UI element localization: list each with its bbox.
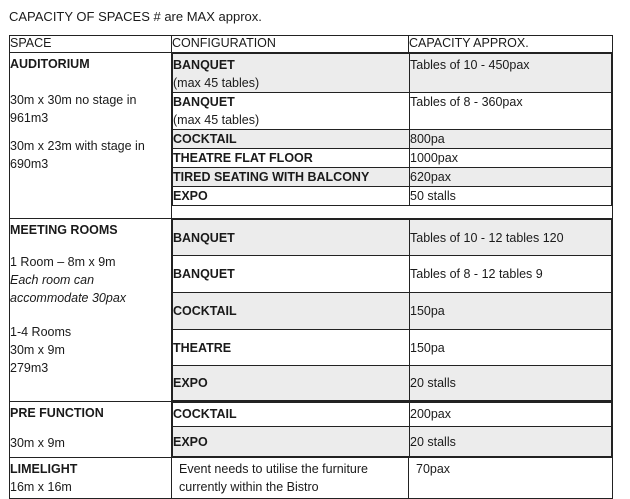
header-space: SPACE	[10, 36, 172, 53]
space-desc: 30m x 9m	[10, 436, 65, 450]
space-desc: 30m x 23m with stage in 690m3	[10, 139, 145, 171]
section-meeting-rooms	[10, 219, 613, 402]
capacity-cell: 150pa	[410, 293, 612, 330]
table-row	[173, 93, 612, 130]
capacity-cell: 800pa	[410, 130, 612, 149]
config-cell: TIRED SEATING WITH BALCONY	[173, 168, 410, 187]
meeting-configs	[172, 219, 613, 402]
table-row	[173, 403, 612, 427]
space-name: LIMELIGHT	[10, 462, 78, 476]
capacity-cell: Tables of 8 - 360pax	[410, 93, 612, 130]
capacity-cell: Tables of 10 - 12 tables 120	[410, 220, 612, 256]
space-name: AUDITORIUM	[10, 57, 90, 71]
config-cell: BANQUET (max 45 tables)	[173, 54, 410, 93]
capacity-cell: 20 stalls	[410, 427, 612, 457]
section-limelight	[10, 458, 613, 499]
capacity-cell: 620pax	[410, 168, 612, 187]
config-cell: Event needs to utilise the furniture currently within the Bistro	[172, 458, 409, 499]
capacity-cell: 200pax	[410, 403, 612, 427]
space-pre-function	[10, 402, 172, 458]
config-cell: COCKTAIL	[173, 293, 410, 330]
table-row	[173, 187, 612, 206]
space-desc: Each room can	[10, 273, 95, 287]
config-cell: COCKTAIL	[173, 403, 410, 427]
config-cell: THEATRE FLAT FLOOR	[173, 149, 410, 168]
space-limelight	[10, 458, 172, 499]
config-cell: BANQUET (max 45 tables)	[173, 93, 410, 130]
space-desc: 30m x 9m	[10, 343, 65, 357]
config-cell: EXPO	[173, 427, 410, 457]
section-pre-function	[10, 402, 613, 458]
config-cell: THEATRE	[173, 330, 410, 366]
space-desc: 30m x 30m no stage in 961m3	[10, 93, 137, 125]
section-auditorium	[10, 53, 613, 219]
capacity-cell: Tables of 10 - 450pax	[410, 54, 612, 93]
capacity-cell: 1000pax	[410, 149, 612, 168]
table-row	[173, 220, 612, 256]
table-row	[173, 54, 612, 93]
auditorium-configs	[172, 53, 613, 219]
capacity-cell: 150pa	[410, 330, 612, 366]
page-title: CAPACITY OF SPACES # are MAX approx.	[9, 9, 262, 24]
table-row	[173, 293, 612, 330]
space-desc: 1-4 Rooms	[10, 325, 72, 339]
capacity-cell: Tables of 8 - 12 tables 9	[410, 256, 612, 293]
pre-function-configs	[172, 402, 613, 458]
config-cell: COCKTAIL	[173, 130, 410, 149]
space-desc: 16m x 16m	[10, 480, 72, 494]
config-cell: BANQUET	[173, 256, 410, 293]
config-cell: EXPO	[173, 187, 410, 206]
table-row	[173, 366, 612, 401]
space-auditorium	[10, 53, 172, 219]
capacity-table	[9, 35, 613, 499]
header-capacity: CAPACITY APPROX.	[409, 36, 613, 53]
capacity-cell: 20 stalls	[410, 366, 612, 401]
table-row	[173, 427, 612, 457]
space-desc: accommodate 30pax	[10, 291, 127, 305]
table-row	[173, 330, 612, 366]
header-configuration: CONFIGURATION	[172, 36, 409, 53]
table-row	[173, 168, 612, 187]
space-meeting-rooms	[10, 219, 172, 402]
capacity-cell: 50 stalls	[410, 187, 612, 206]
space-name: MEETING ROOMS	[10, 223, 118, 237]
capacity-cell: 70pax	[409, 458, 613, 499]
config-cell: EXPO	[173, 366, 410, 401]
table-row	[173, 149, 612, 168]
header-row	[10, 36, 613, 53]
table-row	[173, 130, 612, 149]
config-cell: BANQUET	[173, 220, 410, 256]
space-desc: 279m3	[10, 361, 49, 375]
space-desc: 1 Room – 8m x 9m	[10, 255, 116, 269]
space-name: PRE FUNCTION	[10, 406, 104, 420]
table-row	[173, 256, 612, 293]
